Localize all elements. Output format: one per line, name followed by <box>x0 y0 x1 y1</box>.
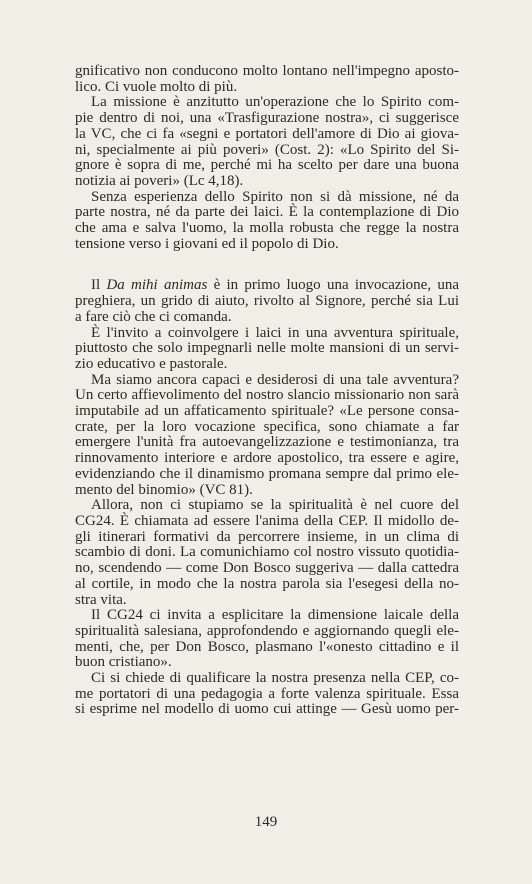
text-line: stra vita. <box>75 591 127 608</box>
paragraph-6 <box>75 373 459 499</box>
text-line: Ci si chiede di qualificare la nostra presenza nella CEP, co- <box>91 670 459 687</box>
text-line: Il CG24 ci invita a esplicitare la dimensione laicale della <box>91 607 459 624</box>
text-line: imputabile ad un affaticamento spirituale? «Le persone consa- <box>75 403 459 420</box>
text-line: gnificativo non conducono molto lontano nell'impegno aposto- <box>75 63 459 79</box>
text-line: ni, specialmente ai più poveri» (Cost. 2): «Lo Spirito del Si- <box>75 141 459 158</box>
text-line: Senza esperienza dello Spirito non si dà missione, né da <box>91 188 459 205</box>
text-line: scambio di doni. La comunichiamo col nostro vissuto quotidia- <box>75 544 459 561</box>
body-text <box>75 64 459 718</box>
text-line: piuttosto che solo impegnarli nelle molte mansioni di un servi- <box>75 340 459 357</box>
text-line: buon cristiano». <box>75 654 172 671</box>
text-line: a fare ciò che ci comanda. <box>75 308 232 325</box>
paragraph-3 <box>75 190 459 253</box>
text-line: Un certo affievolimento del nostro slancio missionario non sarà <box>75 387 459 404</box>
text-line: parte nostra, né da parte dei laici. È la contemplazione di Dio <box>75 204 459 221</box>
text-line: La missione è anzitutto un'operazione che lo Spirito com- <box>91 94 459 111</box>
text-line: Ma siamo ancora capaci e desiderosi di una tale avventura? <box>91 371 459 388</box>
text-line: rinnovamento interiore e ardore apostolico, tra essere e agire, <box>75 450 459 467</box>
text-line: emergere l'unità fra autoevangelizzazione e testimonianza, tra <box>75 434 459 451</box>
text-line: Allora, non ci stupiamo se la spiritualità è nel cuore del <box>91 497 459 514</box>
paragraph-4 <box>75 278 459 325</box>
text-line: tensione verso i giovani ed il popolo di Dio. <box>75 235 339 252</box>
text-line: mento del binomio» (VC 81). <box>75 481 253 498</box>
text-line: notizia ai poveri» (Lc 4,18). <box>75 172 244 189</box>
paragraph-7 <box>75 498 459 608</box>
text-line: che ama e salva l'uomo, la molla robusta che regge la nostra <box>75 220 459 237</box>
paragraph-1 <box>75 64 459 95</box>
text-line: crate, per la loro vocazione specifica, sono chiamate a far <box>75 418 459 435</box>
paragraph-2 <box>75 95 459 189</box>
text-line: CG24. È chiamata ad essere l'anima della CEP. Il midollo de- <box>75 512 459 529</box>
text-line: lico. Ci vuole molto di più. <box>75 78 238 95</box>
latin-phrase: Da mihi animas <box>106 277 208 294</box>
text-line: spiritualità salesiana, approfondendo e aggiornando quegli ele- <box>75 622 459 639</box>
text-line: al cortile, in modo che la nostra parola sia l'esegesi della no- <box>75 575 459 592</box>
text-line: evidenziando che il dinamismo promana sempre dal primo ele- <box>75 465 459 482</box>
paragraph-9 <box>75 671 459 718</box>
text-line: la VC, che ci fa «segni e portatori dell'amore di Dio ai giova- <box>75 125 459 142</box>
paragraph-8 <box>75 608 459 671</box>
text-line: gnore è sopra di me, perché mi ha scelto per dare una buona <box>75 157 459 174</box>
text-line: preghiera, un grido di aiuto, rivolto al Signore, perché sia Lui <box>75 293 459 310</box>
text-line: È l'invito a coinvolgere i laici in una avventura spirituale, <box>91 324 459 341</box>
text-line: no, scendendo — come Don Bosco suggeriva — dalla cattedra <box>75 560 459 577</box>
text-line: Il Da mihi animas è in primo luogo una invocazione, una <box>91 277 460 294</box>
text-line: si esprime nel modello di uomo cui attinge — Gesù uomo per- <box>75 701 459 718</box>
page-number: 149 <box>254 814 278 830</box>
text-line: menti, che, per Don Bosco, plasmano l'«onesto cittadino e il <box>75 638 459 655</box>
paragraph-5 <box>75 326 459 373</box>
text-line: me portatori di una pedagogia a forte valenza spirituale. Essa <box>75 685 459 702</box>
text-line: zio educativo e pastorale. <box>75 355 228 372</box>
text-line: gli itinerari formativi da percorrere insieme, in un clima di <box>75 528 459 545</box>
text-line: pie dentro di noi, una «Trasfigurazione nostra», ci suggerisce <box>75 110 459 127</box>
section-gap <box>75 252 459 278</box>
